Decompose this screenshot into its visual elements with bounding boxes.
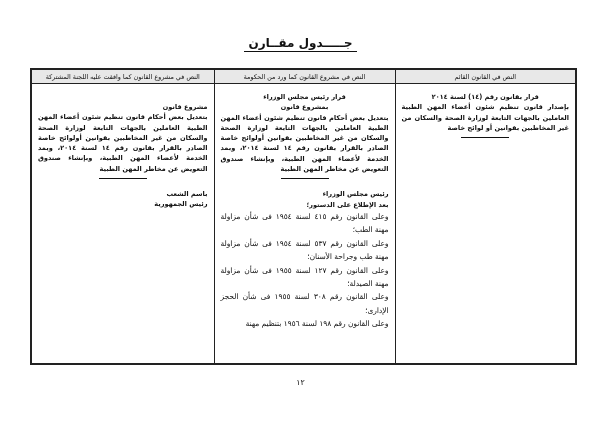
header-committee-draft: النص في مشروع القانون كما وافقت عليه اللجنة المشتركة — [31, 69, 214, 84]
committee-draft-cell — [31, 84, 214, 365]
government-draft-body: بتعديل بعض أحكام قانون تنظيم شئون أعضاء المهن الطبية العاملين بالجهات التابعة لوزارة الصحة والسكان من غير المخاطبين بقوانين أولوائح خاصة الصادر بالقرار بقانون رقم ١٤ لسنة ٢٠١٤، وبمد الخدمة لأعضاء المهن الطبية، وبإنشاء صندوق التعويض عن مخاطر المهن الطبية — [220, 113, 389, 174]
current-law-cell — [395, 84, 576, 365]
decree-line: وعلى القانون رقم ٥٣٧ لسنة ١٩٥٤ فى شأن مزاولة مهنة طب وجراحة الأسنان؛ — [220, 238, 389, 262]
decree-line: وعلى القانون رقم ٣٠٨ لسنة ١٩٥٥ فى شأن الحجز الإدارى؛ — [220, 292, 389, 315]
decree-line: وعلى القانون رقم ٤١٥ لسنة ١٩٥٤ فى شأن مزاولة مهنة الطب؛ — [220, 211, 389, 235]
government-draft-heading: قرار رئيس مجلس الوزراء — [263, 93, 346, 101]
section-divider — [99, 178, 147, 179]
header-current-law: النص في القانون القائم — [395, 69, 576, 84]
government-draft-cell — [214, 84, 395, 365]
table-row — [31, 84, 576, 365]
committee-draft-heading: مشروع قانون — [162, 103, 208, 111]
committee-draft-signatory: رئيس الجمهورية — [154, 200, 208, 209]
decree-line: وعلى القانون رقم ١٢٧ لسنة ١٩٥٥ فى شأن مزاولة مهنة الصيدلة؛ — [220, 265, 389, 288]
page-title-text: جـــــدول مقــارن — [244, 36, 356, 52]
decree-line: وعلى القانون رقم ١٩٨ لسنة ١٩٥٦ بتنظيم مهنة — [245, 319, 389, 329]
table-header-row — [31, 69, 576, 84]
section-divider — [281, 178, 329, 179]
government-draft-issuer: رئيس مجلس الوزراء — [322, 190, 389, 199]
section-divider — [461, 137, 509, 138]
page-number: ١٢ — [296, 378, 305, 387]
current-law-body: بإصدار قانون تنظيم شئون أعضاء المهن الطبية العاملين بالجهات التابعة لوزارة الصحة والسكان من غير المخاطبين بقوانين أو لوائح خاصة — [401, 103, 569, 132]
government-draft-subheading: بمشروع قانون — [280, 103, 329, 112]
government-draft-preamble: بعد الإطلاع على الدستور؛ — [306, 200, 389, 209]
page-title — [0, 36, 601, 52]
comparison-table — [30, 68, 577, 365]
current-law-title: قرار بقانون رقم (١٤) لسنة ٢٠١٤ — [431, 93, 539, 101]
committee-draft-body: بتعديل بعض أحكام قانون تنظيم شئون أعضاء المهن الطبية العاملين بالجهات التابعة لوزارة الصحة والسكان من غير المخاطبين بقوانين أولوائح خاصة الصادر بالقرار بقانون رقم ١٤ لسنة ٢٠١٤، وبمد الخدمة لأعضاء المهن الطبية، وبإنشاء صندوق التعويض عن مخاطر المهن الطبية — [38, 113, 208, 173]
header-government-draft: النص في مشروع القانون كما ورد من الحكومة — [214, 69, 395, 84]
committee-draft-enactment: باسم الشعب — [166, 190, 208, 199]
